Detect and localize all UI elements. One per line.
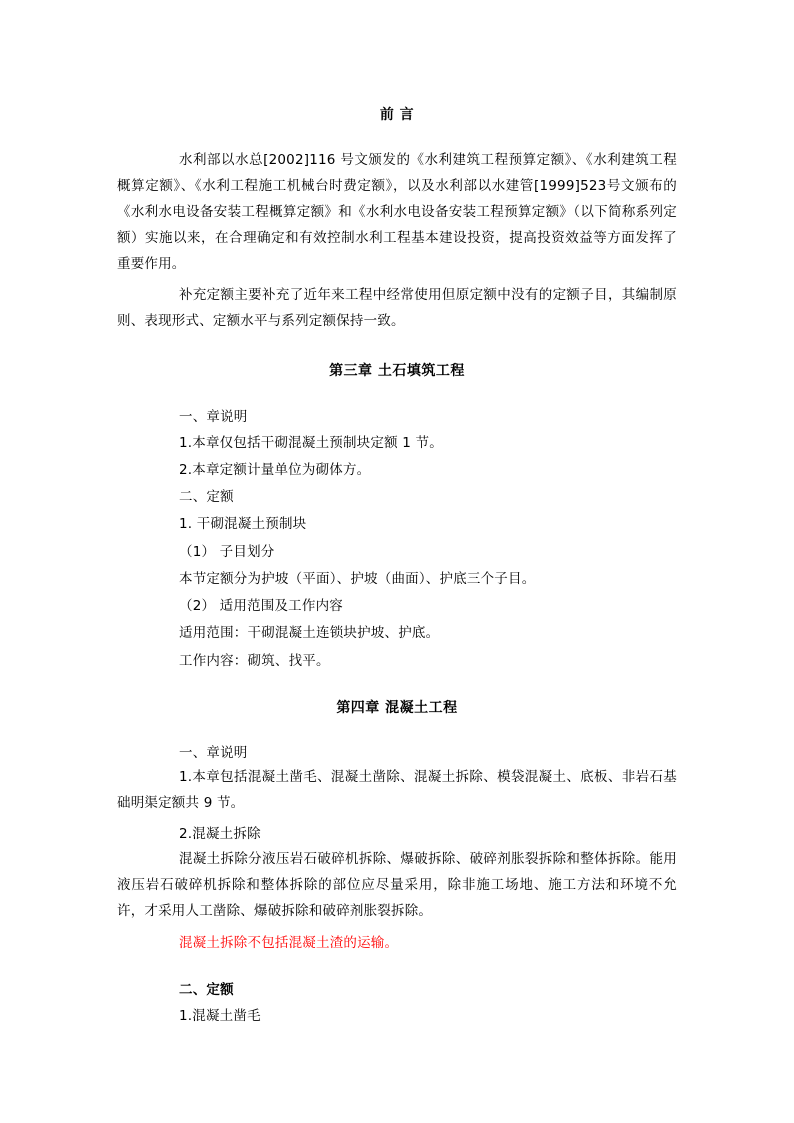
chapter4-item-1: 1.本章包括混凝土凿毛、混凝土凿除、混凝土拆除、模袋混凝土、底板、非岩石基础明渠定额共 9 节。 (117, 769, 677, 811)
chapter4-quota-1: 1.混凝土凿毛 (179, 1008, 261, 1024)
chapter3-item-1: 1.本章仅包括干砌混凝土预制块定额 1 节。 (179, 435, 443, 451)
preface-paragraph-1: 水利部以水总[2002]116 号文颁发的《水利建筑工程预算定额》、《水利建筑工程概算定额》、《水利工程施工机械台时费定额》，以及水利部以水建管[1999]523号文颁布的《水利水电设备安装工程概算定额》和《水利水电设备安装工程预算定额》（以下简称系列定额）实施以来，在合理确定和有效控制水利工程基本建设投资，提高投资效益等方面发挥了重要作用。 (117, 152, 677, 272)
chapter3-subitem-1-text: 本节定额分为护坡（平面）、护坡（曲面）、护底三个子目。 (179, 571, 536, 587)
chapter3-subitem-1: （1） 子目划分 (179, 544, 275, 560)
preface-paragraph-2: 补充定额主要补充了近年来工程中经常使用但原定额中没有的定额子目，其编制原则、表现形式、定额水平与系列定额保持一致。 (117, 287, 677, 329)
chapter3-item-2: 2.本章定额计量单位为砌体方。 (179, 462, 371, 478)
chapter4-section-2: 二、定额 (179, 982, 234, 998)
chapter3-title: 第三章 土石填筑工程 (329, 363, 465, 379)
chapter4-demolition-text: 混凝土拆除分液压岩石破碎机拆除、爆破拆除、破碎剂胀裂拆除和整体拆除。能用液压岩石破碎机拆除和整体拆除的部位应尽量采用，除非施工场地、施工方法和环境不允许，才采用人工凿除、爆破拆除和破碎剂胀裂拆除。 (117, 851, 677, 919)
chapter4-demolition-note: 混凝土拆除不包括混凝土渣的运输。 (179, 935, 399, 951)
chapter3-section-1: 一、章说明 (179, 409, 248, 425)
chapter3-work-content: 工作内容：砌筑、找平。 (179, 653, 330, 669)
chapter4-section-1: 一、章说明 (179, 745, 248, 761)
chapter3-subitem-2: （2） 适用范围及工作内容 (179, 598, 343, 614)
preface-title: 前 言 (379, 107, 415, 123)
chapter4-title: 第四章 混凝土工程 (336, 700, 458, 716)
chapter3-scope: 适用范围：干砌混凝土连锁块护坡、护底。 (179, 625, 440, 641)
chapter4-item-2: 2.混凝土拆除 (179, 826, 261, 842)
chapter3-section-2: 二、定额 (179, 489, 234, 505)
chapter3-quota-1: 1. 干砌混凝土预制块 (179, 516, 307, 532)
